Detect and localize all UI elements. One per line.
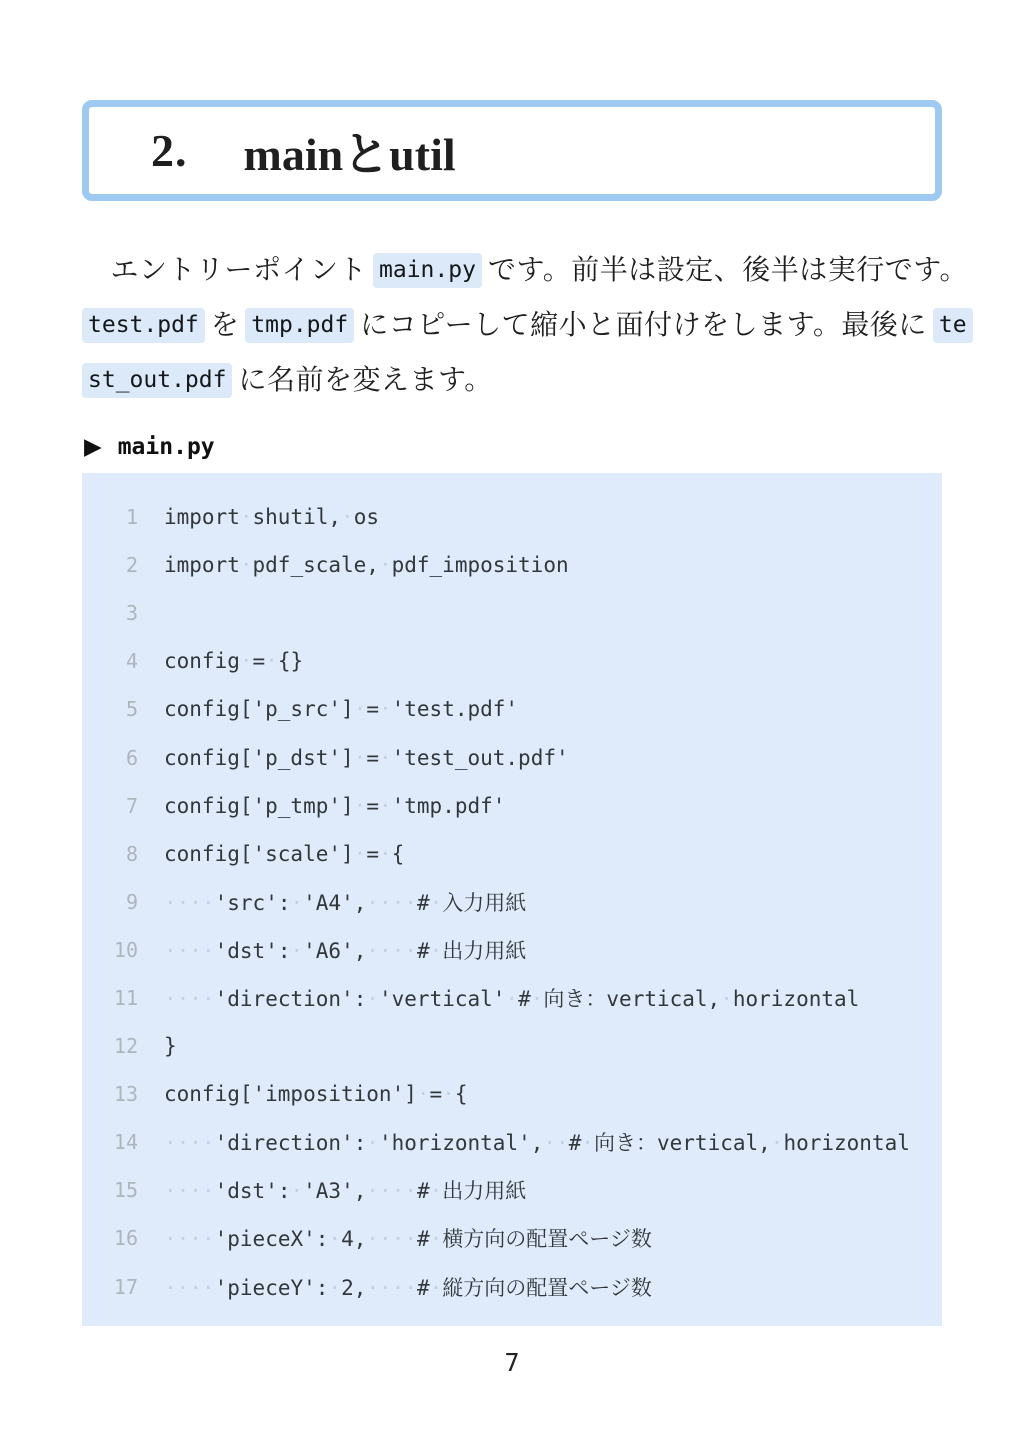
whitespace-dot: · bbox=[290, 938, 304, 963]
whitespace-dot: · bbox=[366, 890, 380, 915]
whitespace-dot: · bbox=[164, 1227, 177, 1252]
whitespace-dot: · bbox=[429, 890, 443, 915]
code-text: ····'direction':·'horizontal',··#·向き：vertical,·horizontal bbox=[164, 1131, 910, 1156]
whitespace-dot: · bbox=[416, 1082, 430, 1107]
code-line bbox=[82, 637, 942, 685]
whitespace-dot: · bbox=[164, 890, 177, 915]
whitespace-dot: · bbox=[442, 1082, 455, 1107]
code-text: import·pdf_scale,·pdf_imposition bbox=[164, 553, 569, 578]
line-number: 5 bbox=[125, 697, 138, 722]
paragraph-text: を bbox=[210, 310, 240, 341]
whitespace-dot: · bbox=[239, 649, 253, 674]
code-text: config·=·{} bbox=[164, 649, 304, 674]
code-line bbox=[82, 493, 942, 541]
code-text: ····'pieceY':·2,····#·縦方向の配置ページ数 bbox=[164, 1275, 652, 1300]
line-number: 6 bbox=[125, 745, 138, 770]
code-text: ····'dst':·'A6',····#·出力用紙 bbox=[164, 938, 527, 963]
paragraph-text: です。前半は設定、後半は実行です。 bbox=[487, 255, 968, 286]
code-line bbox=[82, 830, 942, 878]
whitespace-dot: · bbox=[164, 938, 177, 963]
code-text: config['p_src']·=·'test.pdf' bbox=[164, 697, 519, 722]
code-text: config['p_tmp']·=·'tmp.pdf' bbox=[164, 793, 506, 818]
whitespace-dot: · bbox=[505, 986, 519, 1011]
whitespace-dot: · bbox=[201, 1179, 215, 1204]
whitespace-dot: · bbox=[201, 1227, 215, 1252]
code-line bbox=[82, 926, 942, 974]
whitespace-dot: · bbox=[265, 649, 278, 674]
whitespace-dot: · bbox=[391, 1179, 405, 1204]
code-line bbox=[82, 974, 942, 1022]
code-line bbox=[82, 782, 942, 830]
line-number: 3 bbox=[125, 601, 138, 626]
code-text: import·shutil,·os bbox=[164, 505, 379, 530]
line-number: 16 bbox=[113, 1226, 138, 1251]
code-text: config['p_dst']·=·'test_out.pdf' bbox=[164, 745, 569, 770]
whitespace-dot: · bbox=[239, 505, 253, 530]
whitespace-dot: · bbox=[176, 1275, 190, 1300]
paragraph-line bbox=[82, 243, 968, 298]
whitespace-dot: · bbox=[391, 938, 405, 963]
whitespace-dot: · bbox=[201, 1275, 215, 1300]
whitespace-dot: · bbox=[404, 938, 417, 963]
whitespace-dot: · bbox=[290, 1179, 304, 1204]
code-line bbox=[82, 1022, 942, 1070]
line-number: 13 bbox=[113, 1082, 138, 1107]
whitespace-dot: · bbox=[164, 1275, 177, 1300]
whitespace-dot: · bbox=[378, 553, 392, 578]
whitespace-dot: · bbox=[366, 1131, 379, 1156]
section-title: mainとutil bbox=[243, 128, 456, 180]
line-number: 4 bbox=[125, 649, 138, 674]
whitespace-dot: · bbox=[176, 1179, 190, 1204]
whitespace-dot: · bbox=[379, 1179, 392, 1204]
line-number: 14 bbox=[113, 1130, 138, 1155]
code-block-header bbox=[84, 430, 215, 464]
whitespace-dot: · bbox=[189, 1179, 202, 1204]
whitespace-dot: · bbox=[164, 1131, 177, 1156]
whitespace-dot: · bbox=[201, 890, 215, 915]
whitespace-dot: · bbox=[353, 793, 367, 818]
code-text: ····'src':·'A4',····#·入力用紙 bbox=[164, 890, 527, 915]
line-number: 8 bbox=[125, 841, 138, 866]
inline-code: st_out.pdf bbox=[82, 363, 232, 398]
inline-code: tmp.pdf bbox=[245, 308, 354, 343]
whitespace-dot: · bbox=[404, 1179, 417, 1204]
whitespace-dot: · bbox=[189, 890, 202, 915]
code-line bbox=[82, 1166, 942, 1214]
whitespace-dot: · bbox=[379, 1227, 392, 1252]
code-text: config['scale']·=·{ bbox=[164, 841, 405, 866]
whitespace-dot: · bbox=[391, 890, 405, 915]
line-number: 17 bbox=[113, 1274, 138, 1299]
code-text: config['imposition']·=·{ bbox=[164, 1082, 468, 1107]
line-number: 7 bbox=[125, 793, 138, 818]
whitespace-dot: · bbox=[404, 1227, 417, 1252]
code-filename: main.py bbox=[117, 434, 215, 460]
whitespace-dot: · bbox=[770, 1131, 784, 1156]
whitespace-dot: · bbox=[189, 1275, 202, 1300]
code-text: } bbox=[164, 1034, 177, 1059]
whitespace-dot: · bbox=[164, 986, 177, 1011]
whitespace-dot: · bbox=[429, 1227, 443, 1252]
whitespace-dot: · bbox=[429, 1275, 443, 1300]
whitespace-dot: · bbox=[404, 890, 417, 915]
inline-code: te bbox=[933, 308, 973, 343]
code-text: ····'pieceX':·4,····#·横方向の配置ページ数 bbox=[164, 1227, 652, 1252]
section-title-box bbox=[82, 100, 942, 201]
whitespace-dot: · bbox=[429, 938, 443, 963]
page-number: 7 bbox=[504, 1348, 520, 1377]
whitespace-dot: · bbox=[581, 1131, 594, 1156]
whitespace-dot: · bbox=[404, 1275, 417, 1300]
code-line bbox=[82, 1118, 942, 1166]
whitespace-dot: · bbox=[353, 745, 367, 770]
line-number: 10 bbox=[113, 937, 138, 962]
whitespace-dot: · bbox=[378, 841, 392, 866]
section-number: 2. bbox=[151, 125, 188, 176]
whitespace-dot: · bbox=[379, 890, 392, 915]
code-line bbox=[82, 1070, 942, 1118]
whitespace-dot: · bbox=[379, 938, 392, 963]
whitespace-dot: · bbox=[543, 1131, 557, 1156]
whitespace-dot: · bbox=[189, 1131, 202, 1156]
whitespace-dot: · bbox=[176, 1227, 190, 1252]
whitespace-dot: · bbox=[429, 1179, 443, 1204]
whitespace-dot: · bbox=[378, 793, 392, 818]
paragraph-text: エントリーポイント bbox=[82, 255, 368, 286]
line-number: 9 bbox=[125, 889, 138, 914]
code-line bbox=[82, 1214, 942, 1262]
code-line bbox=[82, 541, 942, 589]
whitespace-dot: · bbox=[353, 841, 367, 866]
whitespace-dot: · bbox=[189, 1227, 202, 1252]
whitespace-dot: · bbox=[176, 890, 190, 915]
code-text: ····'dst':·'A3',····#·出力用紙 bbox=[164, 1179, 527, 1204]
whitespace-dot: · bbox=[366, 1275, 380, 1300]
paragraph-line bbox=[82, 353, 948, 408]
whitespace-dot: · bbox=[189, 986, 202, 1011]
play-triangle-icon: ▶ bbox=[84, 433, 102, 460]
code-line bbox=[82, 733, 942, 781]
paragraph-text: に名前を変えます。 bbox=[238, 365, 493, 396]
whitespace-dot: · bbox=[341, 505, 354, 530]
whitespace-dot: · bbox=[391, 1227, 405, 1252]
body-paragraph bbox=[82, 243, 968, 408]
whitespace-dot: · bbox=[290, 890, 304, 915]
code-line bbox=[82, 685, 942, 733]
whitespace-dot: · bbox=[366, 986, 379, 1011]
whitespace-dot: · bbox=[164, 1179, 177, 1204]
whitespace-dot: · bbox=[201, 1131, 215, 1156]
whitespace-dot: · bbox=[201, 938, 215, 963]
whitespace-dot: · bbox=[391, 1275, 405, 1300]
code-line bbox=[82, 589, 942, 637]
code-text: ····'direction':·'vertical'·#·向き：vertical,·horizontal bbox=[164, 986, 860, 1011]
inline-code: test.pdf bbox=[82, 308, 205, 343]
whitespace-dot: · bbox=[366, 1227, 380, 1252]
line-number: 11 bbox=[113, 985, 138, 1010]
whitespace-dot: · bbox=[176, 938, 190, 963]
whitespace-dot: · bbox=[328, 1227, 342, 1252]
whitespace-dot: · bbox=[239, 553, 253, 578]
code-line bbox=[82, 1263, 942, 1311]
paragraph-line bbox=[82, 298, 967, 353]
whitespace-dot: · bbox=[189, 938, 202, 963]
whitespace-dot: · bbox=[556, 1131, 569, 1156]
inline-code: main.py bbox=[373, 253, 482, 288]
whitespace-dot: · bbox=[328, 1275, 342, 1300]
paragraph-text: にコピーして縮小と面付けをします。最後に bbox=[360, 310, 927, 341]
whitespace-dot: · bbox=[378, 697, 392, 722]
line-number: 2 bbox=[125, 553, 138, 578]
whitespace-dot: · bbox=[353, 697, 367, 722]
whitespace-dot: · bbox=[720, 986, 733, 1011]
whitespace-dot: · bbox=[378, 745, 392, 770]
code-block bbox=[82, 473, 942, 1326]
whitespace-dot: · bbox=[176, 986, 190, 1011]
whitespace-dot: · bbox=[176, 1131, 190, 1156]
line-number: 12 bbox=[113, 1034, 138, 1059]
whitespace-dot: · bbox=[379, 1275, 392, 1300]
line-number: 1 bbox=[125, 505, 138, 530]
line-number: 15 bbox=[113, 1178, 138, 1203]
whitespace-dot: · bbox=[366, 1179, 380, 1204]
whitespace-dot: · bbox=[201, 986, 215, 1011]
whitespace-dot: · bbox=[366, 938, 380, 963]
whitespace-dot: · bbox=[530, 986, 544, 1011]
code-line bbox=[82, 878, 942, 926]
